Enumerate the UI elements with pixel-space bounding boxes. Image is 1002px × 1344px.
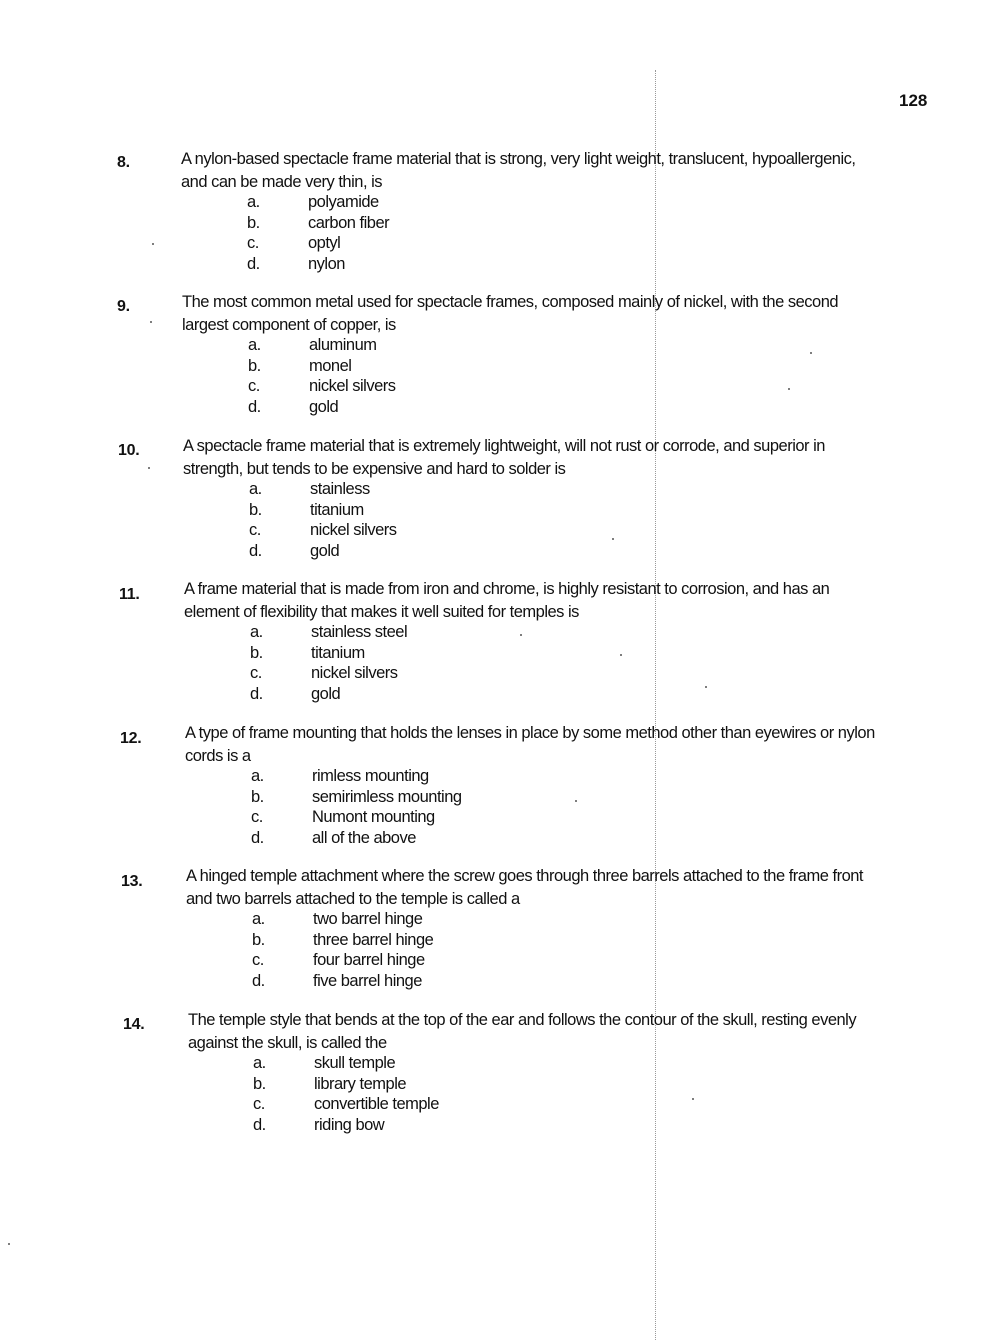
question-number: 9. xyxy=(117,298,130,315)
question-text: The most common metal used for spectacle frames, composed mainly of nickel, with the second largest component of copper, is xyxy=(182,293,839,334)
question-number: 11. xyxy=(119,586,140,603)
option-letter: c. xyxy=(247,234,259,253)
option-text: library temple xyxy=(314,1074,407,1093)
option-text: aluminum xyxy=(309,336,377,354)
option-letter: c. xyxy=(249,521,261,540)
scan-speck xyxy=(810,352,812,354)
option-letter: d. xyxy=(250,685,263,704)
option-letter: d. xyxy=(249,542,262,561)
scan-speck xyxy=(148,467,150,469)
scan-speck xyxy=(8,1243,10,1245)
option-letter: a. xyxy=(252,910,265,928)
option-letter: d. xyxy=(248,398,261,417)
scan-speck xyxy=(152,243,154,245)
option-text: nickel silvers xyxy=(311,664,398,683)
option-text: stainless xyxy=(310,480,370,498)
question-text: The temple style that bends at the top of the ear and follows the contour of the skull, resting evenly against the skull, is called the xyxy=(188,1011,857,1052)
scan-speck xyxy=(692,1098,694,1100)
option-letter: a. xyxy=(247,193,260,211)
option-text: riding bow xyxy=(314,1116,385,1135)
option-letter: a. xyxy=(250,623,263,641)
option-letter: d. xyxy=(252,972,265,991)
option-letter: b. xyxy=(249,500,262,519)
option-text: semirimless mounting xyxy=(312,787,462,806)
page-number: 128 xyxy=(899,91,928,110)
scan-speck xyxy=(575,800,577,802)
question-number: 12. xyxy=(120,730,142,747)
option-letter: b. xyxy=(251,787,264,806)
option-letter: b. xyxy=(248,356,261,375)
option-text: rimless mounting xyxy=(312,767,429,785)
option-letter: d. xyxy=(253,1116,266,1135)
option-text: titanium xyxy=(310,500,364,519)
option-letter: a. xyxy=(251,767,264,785)
option-letter: c. xyxy=(250,664,262,683)
option-text: four barrel hinge xyxy=(313,951,425,970)
scan-speck xyxy=(150,321,152,323)
question-number: 13. xyxy=(121,873,143,890)
option-text: polyamide xyxy=(308,193,379,211)
option-letter: d. xyxy=(247,255,260,274)
option-letter: c. xyxy=(252,951,264,970)
option-text: optyl xyxy=(308,234,341,253)
option-text: gold xyxy=(311,685,341,704)
question-text: A frame material that is made from iron and chrome, is highly resistant to corrosion, and has an element of flexibility that makes it well suited for temples is xyxy=(184,580,830,621)
option-text: carbon fiber xyxy=(308,213,390,232)
option-letter: b. xyxy=(250,643,263,662)
option-letter: b. xyxy=(253,1074,266,1093)
option-text: skull temple xyxy=(314,1054,396,1072)
option-letter: c. xyxy=(253,1095,265,1114)
option-text: stainless steel xyxy=(311,623,408,641)
option-text: convertible temple xyxy=(314,1095,439,1114)
option-text: nickel silvers xyxy=(309,377,396,396)
option-letter: b. xyxy=(252,930,265,949)
question-number: 10. xyxy=(118,442,140,459)
option-text: all of the above xyxy=(312,829,416,848)
scan-speck xyxy=(520,634,522,636)
option-letter: d. xyxy=(251,829,264,848)
option-text: two barrel hinge xyxy=(313,910,423,928)
scan-speck xyxy=(620,654,622,656)
option-text: monel xyxy=(309,356,352,375)
option-letter: c. xyxy=(248,377,260,396)
question-text: A spectacle frame material that is extremely lightweight, will not rust or corrode, and superior in strength, but tends to be expensive and hard to solder is xyxy=(183,437,825,478)
option-text: nickel silvers xyxy=(310,521,397,540)
question-text: A hinged temple attachment where the screw goes through three barrels attached to the frame front and two barrels attached to the temple is called a xyxy=(186,867,864,908)
option-letter: a. xyxy=(249,480,262,498)
scan-speck xyxy=(612,538,614,540)
option-text: gold xyxy=(310,542,340,561)
option-text: five barrel hinge xyxy=(313,972,422,991)
question-text: A nylon-based spectacle frame material that is strong, very light weight, translucent, hypoallergenic, and can be made very thin, is xyxy=(181,150,856,191)
question-text: A type of frame mounting that holds the lenses in place by some method other than eyewires or nylon cords is a xyxy=(185,724,875,765)
question-number: 14. xyxy=(123,1016,145,1033)
option-text: Numont mounting xyxy=(312,808,435,827)
option-text: nylon xyxy=(308,255,345,274)
scan-speck xyxy=(788,388,790,390)
option-text: three barrel hinge xyxy=(313,930,434,949)
scan-speck xyxy=(705,686,707,688)
option-letter: b. xyxy=(247,213,260,232)
option-letter: a. xyxy=(253,1054,266,1072)
fold-line xyxy=(655,70,656,1340)
option-letter: a. xyxy=(248,336,261,354)
option-text: gold xyxy=(309,398,339,417)
option-letter: c. xyxy=(251,808,263,827)
option-text: titanium xyxy=(311,643,365,662)
question-number: 8. xyxy=(117,154,130,171)
